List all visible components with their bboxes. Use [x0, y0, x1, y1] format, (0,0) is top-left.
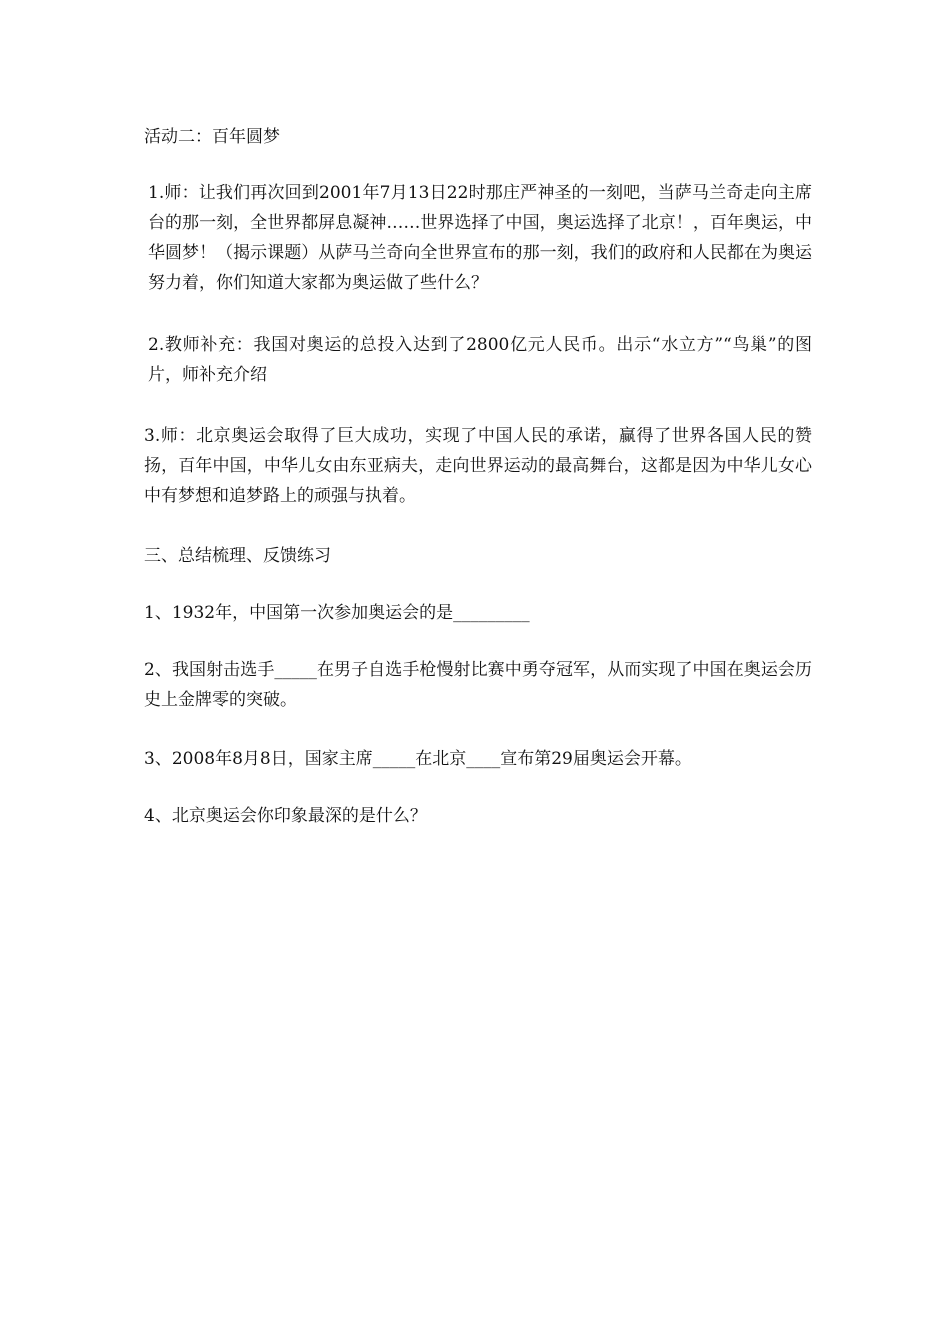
question-3: 3、2008年8月8日，国家主席_____在北京____宣布第29届奥运会开幕。 — [144, 749, 692, 769]
activity-title: 活动二：百年圆梦 — [144, 127, 280, 147]
section-title: 三、总结梳理、反馈练习 — [144, 546, 331, 566]
question-4: 4、北京奥运会你印象最深的是什么？ — [144, 806, 427, 826]
paragraph-1: 1.师：让我们再次回到2001年7月13日22时那庄严神圣的一刻吧，当萨马兰奇走向主席台的那一刻，全世界都屏息凝神……世界选择了中国，奥运选择了北京！，百年奥运，中华圆梦！（揭示课题）从萨马兰奇向全世界宣布的那一刻，我们的政府和人民都在为奥运努力着，你们知道大家都为奥运做了些什么？ — [148, 183, 812, 293]
paragraph-3: 3.师：北京奥运会取得了巨大成功，实现了中国人民的承诺，赢得了世界各国人民的赞扬，百年中国，中华儿女由东亚病夫，走向世界运动的最高舞台，这都是因为中华儿女心中有梦想和追梦路上的顽强与执着。 — [144, 426, 812, 506]
paragraph-2: 2.教师补充：我国对奥运的总投入达到了2800亿元人民币。出示“水立方”“鸟巢”的图片，师补充介绍 — [148, 335, 812, 385]
question-2: 2、我国射击选手_____在男子自选手枪慢射比赛中勇夺冠军，从而实现了中国在奥运会历史上金牌零的突破。 — [144, 660, 812, 710]
question-1: 1、1932年，中国第一次参加奥运会的是_________ — [144, 603, 530, 623]
